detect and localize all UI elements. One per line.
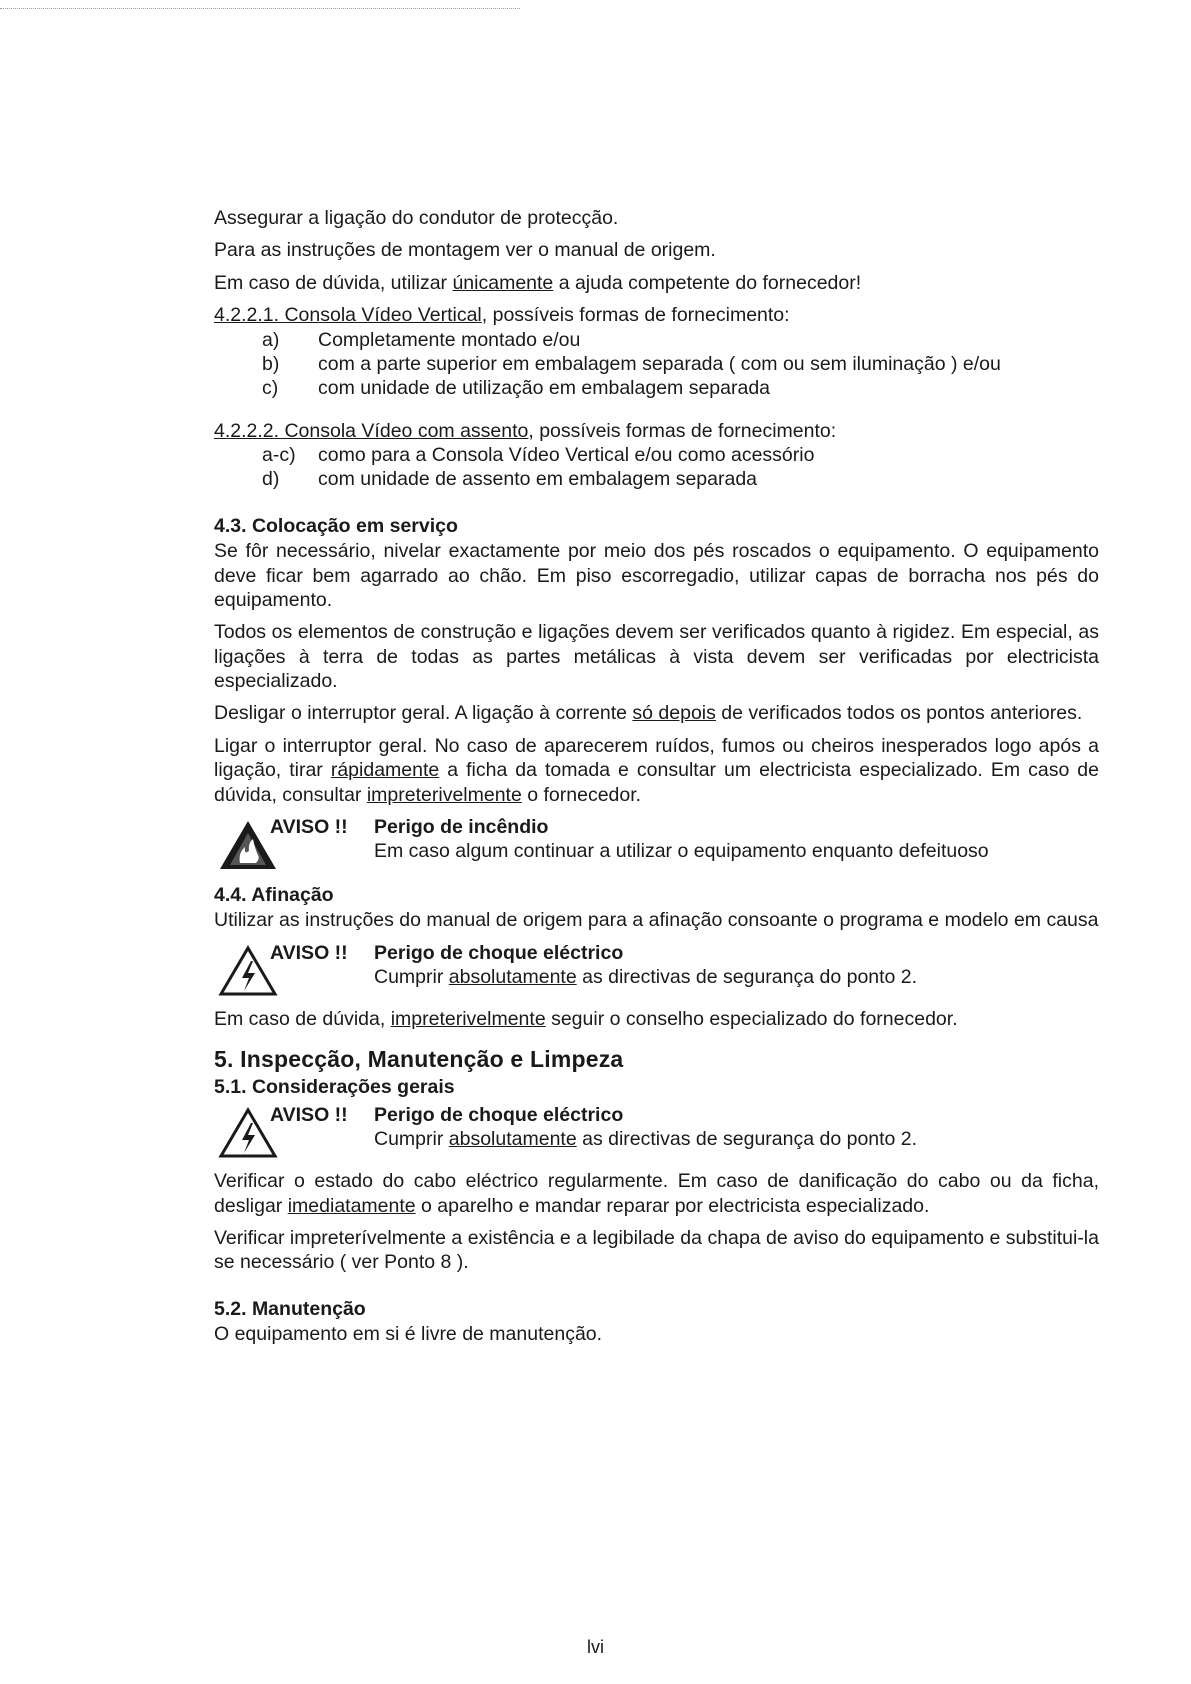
paragraph: [214, 271, 1099, 295]
warning-label: AVISO !!: [270, 815, 348, 838]
list-marker: a-c): [262, 444, 296, 466]
delivery-options-list: [262, 443, 1099, 492]
underlined-text: únicamente: [452, 271, 554, 294]
section-4-2-2-2-title: [214, 419, 1099, 443]
warning-title: Perigo de choque eléctrico: [374, 941, 624, 964]
text: o fornecedor.: [521, 783, 642, 806]
section-heading: 4.4. Afinação: [214, 883, 334, 906]
text: Verificar o estado do cabo eléctrico regularmente. Em caso de danificação do cabo ou da ficha, desligar: [214, 1170, 1099, 1217]
scan-artifact-line: [0, 8, 520, 10]
paragraph: [214, 701, 1099, 725]
warning-label: AVISO !!: [270, 1104, 348, 1127]
list-text: Completamente montado e/ou: [318, 328, 581, 351]
warning-title: Perigo de incêndio: [374, 815, 549, 838]
underlined-text: só depois: [632, 702, 716, 725]
paragraph: [214, 1169, 1099, 1218]
paragraph: Se fôr necessário, nivelar exactamente por meio dos pés roscados o equipamento. O equipamento deve ficar bem agarrado ao chão. Em piso escorregadio, utilizar capas de borracha nos pés do equipamento.: [214, 540, 1099, 611]
text: Desligar o interruptor geral. A ligação à corrente: [214, 702, 633, 725]
paragraph: [214, 1007, 1099, 1031]
delivery-options-list: [262, 328, 1099, 401]
text: de verificados todos os pontos anteriores.: [715, 702, 1083, 725]
text: Cumprir: [374, 1128, 449, 1151]
text: a ficha da tomada e consultar um electricista especializado. Em caso de dúvida, consultar: [214, 759, 1100, 806]
paragraph: Assegurar a ligação do condutor de protecção.: [214, 207, 619, 229]
text: a ajuda competente do fornecedor!: [553, 271, 862, 294]
list-item: [262, 467, 1099, 491]
warning-text: Em caso algum continuar a utilizar o equipamento enquanto defeituoso: [374, 839, 989, 862]
warning-title: Perigo de choque eléctrico: [374, 1104, 624, 1127]
warning-label: AVISO !!: [270, 941, 348, 964]
electric-shock-warning: [214, 1103, 1099, 1161]
text: seguir o conselho especializado do fornecedor.: [545, 1007, 958, 1030]
warning-text: [374, 1127, 1094, 1151]
list-marker: d): [262, 468, 280, 491]
list-marker: b): [262, 352, 280, 375]
list-item: [262, 352, 1099, 376]
text: Cumprir: [374, 965, 449, 988]
fire-warning: [214, 815, 1099, 873]
section-heading: 5.2. Manutenção: [214, 1297, 366, 1320]
text: , possíveis formas de fornecimento:: [481, 304, 790, 327]
page-content: [214, 206, 1099, 1354]
paragraph: [214, 734, 1099, 807]
list-item: [262, 443, 1099, 467]
electric-shock-warning: [214, 941, 1099, 999]
underlined-text: 4.2.2.1. Consola Vídeo Vertical: [214, 304, 482, 327]
list-item: [262, 376, 1099, 400]
fire-hazard-icon: [218, 819, 278, 871]
underlined-text: rápidamente: [330, 759, 440, 782]
text: Ligar o interruptor geral. No caso de aparecerem ruídos, fumos ou cheiros inesperados logo após a ligação, tirar: [214, 734, 1099, 782]
chapter-heading: 5. Inspecção, Manutenção e Limpeza: [214, 1046, 624, 1072]
text: as directivas de segurança do ponto 2.: [576, 1128, 918, 1151]
list-marker: c): [262, 377, 279, 400]
underlined-text: 4.2.2.2. Consola Vídeo: [214, 419, 418, 442]
underlined-text: impreterivelmente: [390, 1007, 546, 1030]
underlined-text: absolutamente: [448, 965, 577, 988]
list-text: como para a Consola Vídeo Vertical e/ou como acessório: [318, 444, 815, 466]
underlined-text: absolutamente: [448, 1128, 577, 1151]
list-text: com unidade de utilização em embalagem separada: [318, 377, 771, 400]
list-item: [262, 328, 1099, 352]
page-number: lvi: [587, 1637, 604, 1657]
section-4-2-2-1-title: [214, 303, 1099, 327]
text: Em caso de dúvida,: [214, 1007, 391, 1030]
underlined-text: com assento: [417, 419, 529, 442]
paragraph: Utilizar as instruções do manual de origem para a afinação consoante o programa e modelo em causa: [214, 909, 1099, 932]
electric-hazard-icon: [218, 1107, 278, 1159]
text: o aparelho e mandar reparar por electricista especializado.: [415, 1194, 930, 1217]
underlined-text: imediatamente: [287, 1194, 416, 1217]
list-marker: a): [262, 328, 280, 351]
paragraph: O equipamento em si é livre de manutenção.: [214, 1323, 603, 1345]
electric-hazard-icon: [218, 945, 278, 997]
paragraph: Todos os elementos de construção e ligações devem ser verificados quanto à rigidez. Em especial, as ligações à terra de todas as partes metálicas à vista devem ser verificadas por electricista especializado.: [214, 621, 1099, 692]
text: as directivas de segurança do ponto 2.: [576, 965, 918, 988]
section-heading: 5.1. Considerações gerais: [214, 1075, 455, 1098]
underlined-text: impreterivelmente: [366, 783, 522, 806]
warning-text: [374, 965, 1094, 989]
text: Em caso de dúvida, utilizar: [214, 271, 453, 294]
list-text: com a parte superior em embalagem separada ( com ou sem iluminação ) e/ou: [318, 352, 1001, 375]
paragraph: Verificar impreterívelmente a existência e a legibilade da chapa de aviso do equipamento e substitui-la se necessário ( ver Ponto 8 ).: [214, 1226, 1099, 1274]
text: , possíveis formas de fornecimento:: [528, 419, 837, 442]
list-text: com unidade de assento em embalagem separada: [318, 468, 758, 491]
paragraph: Para as instruções de montagem ver o manual de origem.: [214, 239, 716, 262]
section-heading: 4.3. Colocação em serviço: [214, 514, 458, 537]
